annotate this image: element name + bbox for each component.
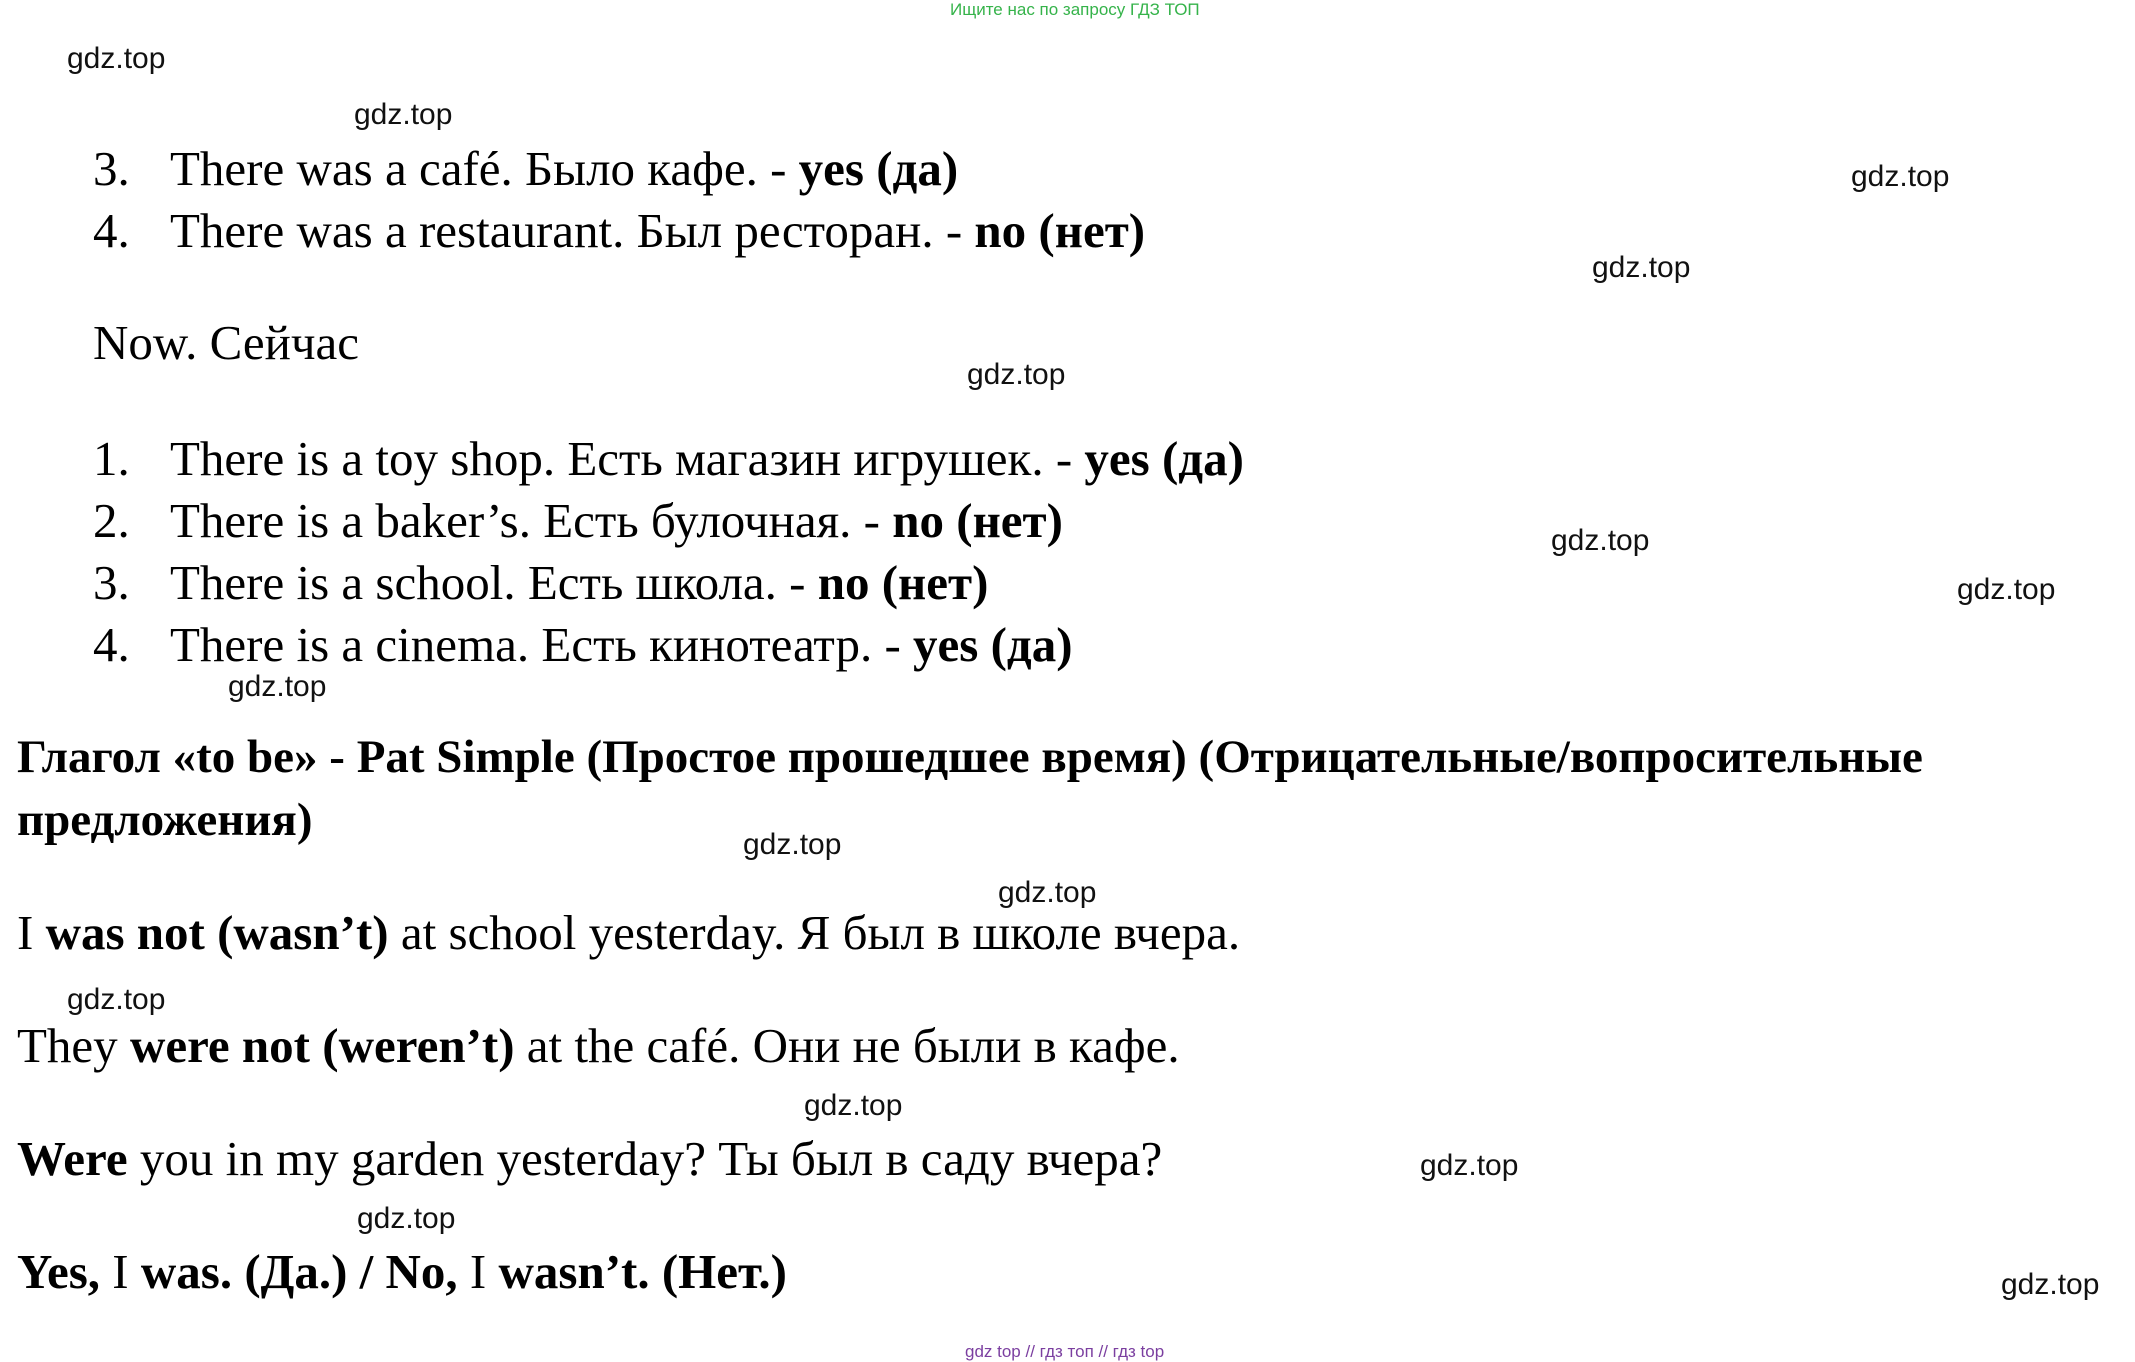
list-item (93, 203, 1146, 258)
watermark: gdz.top (1592, 251, 1691, 284)
example-text: at school yesterday. Я был в школе вчера. (388, 905, 1241, 960)
example-bold: Were (17, 1131, 128, 1186)
list-text: There is a school. Есть школа. - (170, 555, 818, 610)
example-sentence (17, 1018, 1180, 1073)
list-item (93, 555, 989, 610)
example-text: I (112, 1244, 141, 1299)
example-text: They (17, 1018, 130, 1073)
list-number: 4. (93, 203, 130, 258)
watermark: gdz.top (1551, 524, 1650, 557)
example-bold: were not (weren’t) (129, 1018, 515, 1073)
list-item (93, 493, 1063, 548)
example-text: I (17, 905, 46, 960)
watermark: gdz.top (67, 42, 166, 75)
example-bold: Yes, (17, 1244, 113, 1299)
list-text: There is a cinema. Есть кинотеатр. - (170, 617, 914, 672)
watermark: gdz.top (998, 876, 1097, 909)
watermark: gdz.top (228, 670, 327, 703)
example-sentence (17, 905, 1241, 960)
watermark: gdz.top (743, 828, 842, 861)
example-bold: wasn’t. (Нет.) (498, 1244, 787, 1299)
top-banner: Ищите нас по запросу ГДЗ ТОП (950, 0, 1200, 19)
watermark: gdz.top (357, 1202, 456, 1235)
example-text: I (469, 1244, 499, 1299)
list-text: There is a baker’s. Есть булочная. - (170, 493, 893, 548)
watermark: gdz.top (1851, 160, 1950, 193)
bottom-banner: gdz top // гдз топ // гдз top (965, 1342, 1165, 1361)
list-number: 3. (93, 555, 130, 610)
watermark: gdz.top (1420, 1149, 1519, 1182)
watermark: gdz.top (804, 1089, 903, 1122)
list-text: There is a toy shop. Есть магазин игрушек. - (170, 431, 1085, 486)
watermark: gdz.top (967, 358, 1066, 391)
list-answer: no (нет) (817, 555, 989, 610)
list-answer: no (нет) (974, 203, 1146, 258)
watermark: gdz.top (67, 983, 166, 1016)
example-bold: was not (wasn’t) (45, 905, 389, 960)
example-text: you in my garden yesterday? Ты был в саду вчера? (127, 1131, 1163, 1186)
list-number: 4. (93, 617, 130, 672)
watermark: gdz.top (2001, 1268, 2100, 1301)
list-item (93, 617, 1073, 672)
list-answer: no (нет) (892, 493, 1063, 548)
list-item (93, 141, 959, 196)
example-sentence (17, 1244, 787, 1299)
list-number: 2. (93, 493, 130, 548)
watermark: gdz.top (354, 98, 453, 131)
list-item (93, 431, 1244, 486)
list-number: 3. (93, 141, 130, 196)
list-answer: yes (да) (1084, 431, 1244, 486)
example-bold: was. (Да.) / No, (140, 1244, 470, 1299)
list-answer: yes (да) (798, 141, 959, 196)
watermark: gdz.top (1957, 573, 2056, 606)
list-answer: yes (да) (913, 617, 1073, 672)
list-text: There was a café. Было кафе. - (170, 141, 799, 196)
list-text: There was a restaurant. Был ресторан. - (170, 203, 975, 258)
example-text: at the café. Они не были в кафе. (514, 1018, 1180, 1073)
section-heading: Глагол «to be» - Pat Simple (Простое прошедшее время) (Отрицательные/вопросительные предложения) (17, 731, 1923, 846)
example-sentence (17, 1131, 1163, 1186)
list-number: 1. (93, 431, 130, 486)
now-heading: Now. Сейчас (93, 315, 359, 370)
